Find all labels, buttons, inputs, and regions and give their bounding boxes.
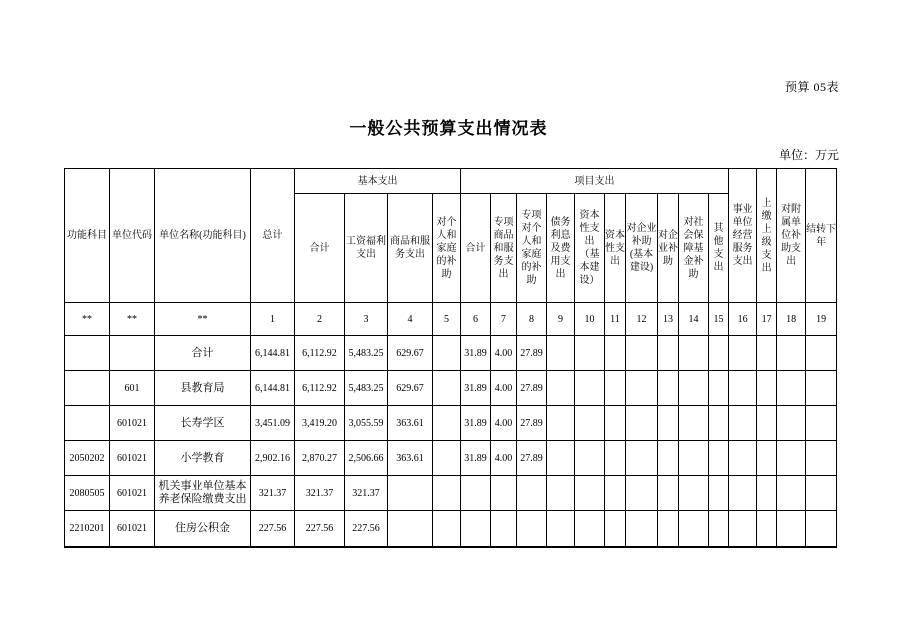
column-number: 6: [461, 303, 491, 336]
value-cell: 27.89: [517, 406, 547, 441]
column-number: 3: [345, 303, 388, 336]
value-cell: [757, 371, 777, 406]
page-title: 一般公共预算支出情况表: [349, 119, 548, 138]
value-cell: [461, 476, 491, 511]
value-cell: 3,451.09: [251, 406, 295, 441]
value-cell: 4.00: [491, 336, 517, 371]
value-cell: [709, 336, 729, 371]
col-header-personal-family-subsidy: 对个人和家庭的补助: [433, 194, 461, 303]
value-cell: 321.37: [251, 476, 295, 511]
col-header-wage-welfare: 工资福利支出: [345, 194, 388, 303]
value-cell: 321.37: [345, 476, 388, 511]
value-cell: [757, 406, 777, 441]
value-cell: [729, 371, 757, 406]
unit-code-cell: 601021: [110, 441, 155, 476]
value-cell: 6,112.92: [295, 371, 345, 406]
col-header-special-goods-services: 专项商品和服务支出: [491, 194, 517, 303]
value-cell: [658, 441, 679, 476]
value-cell: [757, 441, 777, 476]
value-cell: [777, 476, 806, 511]
value-cell: [806, 371, 837, 406]
value-cell: [777, 441, 806, 476]
col-header-special-personal-family-subsidy: 专项对个人和家庭的补助: [517, 194, 547, 303]
value-cell: [517, 511, 547, 547]
value-cell: [433, 406, 461, 441]
value-cell: [433, 336, 461, 371]
value-cell: [679, 371, 709, 406]
table-row: [65, 336, 837, 371]
value-cell: [575, 476, 605, 511]
col-header-other-expenditure: 其他支出: [709, 194, 729, 303]
value-cell: [729, 406, 757, 441]
value-cell: [547, 476, 575, 511]
col-header-enterprise-subsidy: 对企业补助: [658, 194, 679, 303]
value-cell: [806, 406, 837, 441]
col-header-unit-name: 单位名称(功能科目): [155, 169, 251, 303]
value-cell: 363.61: [388, 441, 433, 476]
value-cell: [658, 511, 679, 547]
column-number: **: [110, 303, 155, 336]
value-cell: 31.89: [461, 441, 491, 476]
value-cell: [729, 441, 757, 476]
value-cell: [517, 476, 547, 511]
value-cell: [433, 441, 461, 476]
value-cell: [709, 371, 729, 406]
func-code-cell: [65, 371, 110, 406]
func-code-cell: 2080505: [65, 476, 110, 511]
value-cell: [605, 476, 626, 511]
value-cell: 6,144.81: [251, 336, 295, 371]
value-cell: 31.89: [461, 336, 491, 371]
value-cell: 31.89: [461, 406, 491, 441]
header-number-row: [65, 303, 837, 336]
value-cell: [388, 476, 433, 511]
column-number: 19: [806, 303, 837, 336]
func-code-cell: [65, 336, 110, 371]
value-cell: [709, 511, 729, 547]
value-cell: 5,483.25: [345, 336, 388, 371]
value-cell: [709, 406, 729, 441]
value-cell: 3,055.59: [345, 406, 388, 441]
column-number: **: [65, 303, 110, 336]
col-header-capital-expenditure: 资本性支出: [605, 194, 626, 303]
value-cell: [433, 371, 461, 406]
value-cell: 4.00: [491, 371, 517, 406]
unit-name-cell: 住房公积金: [155, 511, 251, 547]
value-cell: 321.37: [295, 476, 345, 511]
value-cell: 363.61: [388, 406, 433, 441]
value-cell: [575, 406, 605, 441]
unit-code-cell: 601021: [110, 406, 155, 441]
value-cell: 31.89: [461, 371, 491, 406]
value-cell: [777, 511, 806, 547]
column-number: 17: [757, 303, 777, 336]
value-cell: [729, 511, 757, 547]
column-number: 18: [777, 303, 806, 336]
value-cell: [491, 476, 517, 511]
column-number: 9: [547, 303, 575, 336]
column-number: 5: [433, 303, 461, 336]
col-header-unit-code: 单位代码: [110, 169, 155, 303]
unit-name-cell: 机关事业单位基本养老保险缴费支出: [155, 476, 251, 511]
func-code-cell: 2050202: [65, 441, 110, 476]
value-cell: 629.67: [388, 371, 433, 406]
value-cell: [575, 511, 605, 547]
value-cell: [806, 511, 837, 547]
unit-code-cell: 601021: [110, 476, 155, 511]
value-cell: [806, 476, 837, 511]
value-cell: [709, 476, 729, 511]
col-header-basic-total: 合计: [295, 194, 345, 303]
unit-code-cell: [110, 336, 155, 371]
value-cell: [658, 336, 679, 371]
column-number: 8: [517, 303, 547, 336]
col-header-subsidy-to-affiliates: 对附属单位补助支出: [777, 169, 806, 303]
value-cell: 2,870.27: [295, 441, 345, 476]
value-cell: 6,144.81: [251, 371, 295, 406]
column-number: 16: [729, 303, 757, 336]
unit-note: 单位：万元: [778, 148, 839, 162]
group-header-project-expenditure: 项目支出: [461, 169, 729, 194]
col-header-enterprise-subsidy-construction: 对企业补助(基本建设): [626, 194, 658, 303]
value-cell: [388, 511, 433, 547]
column-number: **: [155, 303, 251, 336]
value-cell: [626, 336, 658, 371]
value-cell: 27.89: [517, 336, 547, 371]
unit-code-cell: 601021: [110, 511, 155, 547]
col-header-project-total: 合计: [461, 194, 491, 303]
col-header-business-unit-service: 事业单位经营服务支出: [729, 169, 757, 303]
value-cell: [757, 476, 777, 511]
column-number: 13: [658, 303, 679, 336]
budget-table: [64, 168, 837, 548]
value-cell: [575, 336, 605, 371]
unit-code-cell: 601: [110, 371, 155, 406]
col-header-debt-interest-fees: 债务利息及费用支出: [547, 194, 575, 303]
value-cell: 4.00: [491, 406, 517, 441]
col-header-goods-services: 商品和服务支出: [388, 194, 433, 303]
value-cell: [491, 511, 517, 547]
value-cell: [547, 336, 575, 371]
value-cell: 3,419.20: [295, 406, 345, 441]
column-number: 15: [709, 303, 729, 336]
value-cell: 6,112.92: [295, 336, 345, 371]
unit-name-cell: 小学教育: [155, 441, 251, 476]
value-cell: [461, 511, 491, 547]
value-cell: 27.89: [517, 441, 547, 476]
value-cell: [777, 336, 806, 371]
table-row: [65, 371, 837, 406]
column-number: 14: [679, 303, 709, 336]
unit-name-cell: 合计: [155, 336, 251, 371]
value-cell: [605, 441, 626, 476]
value-cell: 27.89: [517, 371, 547, 406]
value-cell: [806, 336, 837, 371]
value-cell: [547, 511, 575, 547]
value-cell: 227.56: [345, 511, 388, 547]
value-cell: [679, 511, 709, 547]
column-number: 11: [605, 303, 626, 336]
value-cell: 2,902.16: [251, 441, 295, 476]
value-cell: [658, 476, 679, 511]
value-cell: [806, 441, 837, 476]
value-cell: [777, 406, 806, 441]
value-cell: 4.00: [491, 441, 517, 476]
column-number: 4: [388, 303, 433, 336]
col-header-grand-total: 总计: [251, 169, 295, 303]
value-cell: [757, 511, 777, 547]
value-cell: [679, 336, 709, 371]
table-body: [65, 336, 837, 547]
col-header-capital-basic-construction: 资本性支出（基本建设）: [575, 194, 605, 303]
value-cell: [575, 371, 605, 406]
value-cell: [605, 336, 626, 371]
value-cell: [547, 441, 575, 476]
column-number: 12: [626, 303, 658, 336]
value-cell: [547, 406, 575, 441]
value-cell: 227.56: [295, 511, 345, 547]
value-cell: [605, 371, 626, 406]
column-number: 2: [295, 303, 345, 336]
value-cell: [626, 406, 658, 441]
value-cell: [605, 511, 626, 547]
value-cell: [679, 406, 709, 441]
value-cell: [757, 336, 777, 371]
value-cell: [658, 371, 679, 406]
table-row: [65, 441, 837, 476]
value-cell: [658, 406, 679, 441]
value-cell: [679, 476, 709, 511]
value-cell: [729, 336, 757, 371]
value-cell: [547, 371, 575, 406]
column-number: 10: [575, 303, 605, 336]
value-cell: [605, 406, 626, 441]
value-cell: [433, 511, 461, 547]
value-cell: [626, 511, 658, 547]
group-header-basic-expenditure: 基本支出: [295, 169, 461, 194]
value-cell: 629.67: [388, 336, 433, 371]
value-cell: [709, 441, 729, 476]
budget-table-number: 预算 05表: [784, 80, 839, 94]
value-cell: [626, 476, 658, 511]
col-header-remit-to-superior: 上缴上级支出: [757, 169, 777, 303]
unit-name-cell: 县教育局: [155, 371, 251, 406]
value-cell: [679, 441, 709, 476]
value-cell: [626, 371, 658, 406]
value-cell: [433, 476, 461, 511]
col-header-carryover-next-year: 结转下年: [806, 169, 837, 303]
value-cell: 2,506.66: [345, 441, 388, 476]
value-cell: 227.56: [251, 511, 295, 547]
unit-name-cell: 长寿学区: [155, 406, 251, 441]
table-row: [65, 406, 837, 441]
table-row: [65, 476, 837, 511]
func-code-cell: [65, 406, 110, 441]
col-header-func-subject: 功能科目: [65, 169, 110, 303]
value-cell: [626, 441, 658, 476]
value-cell: [777, 371, 806, 406]
column-number: 7: [491, 303, 517, 336]
value-cell: 5,483.25: [345, 371, 388, 406]
value-cell: [575, 441, 605, 476]
column-number: 1: [251, 303, 295, 336]
value-cell: [729, 476, 757, 511]
col-header-social-security-fund-subsidy: 对社会保障基金补助: [679, 194, 709, 303]
func-code-cell: 2210201: [65, 511, 110, 547]
header-group-row: [65, 169, 837, 194]
table-row: [65, 511, 837, 547]
